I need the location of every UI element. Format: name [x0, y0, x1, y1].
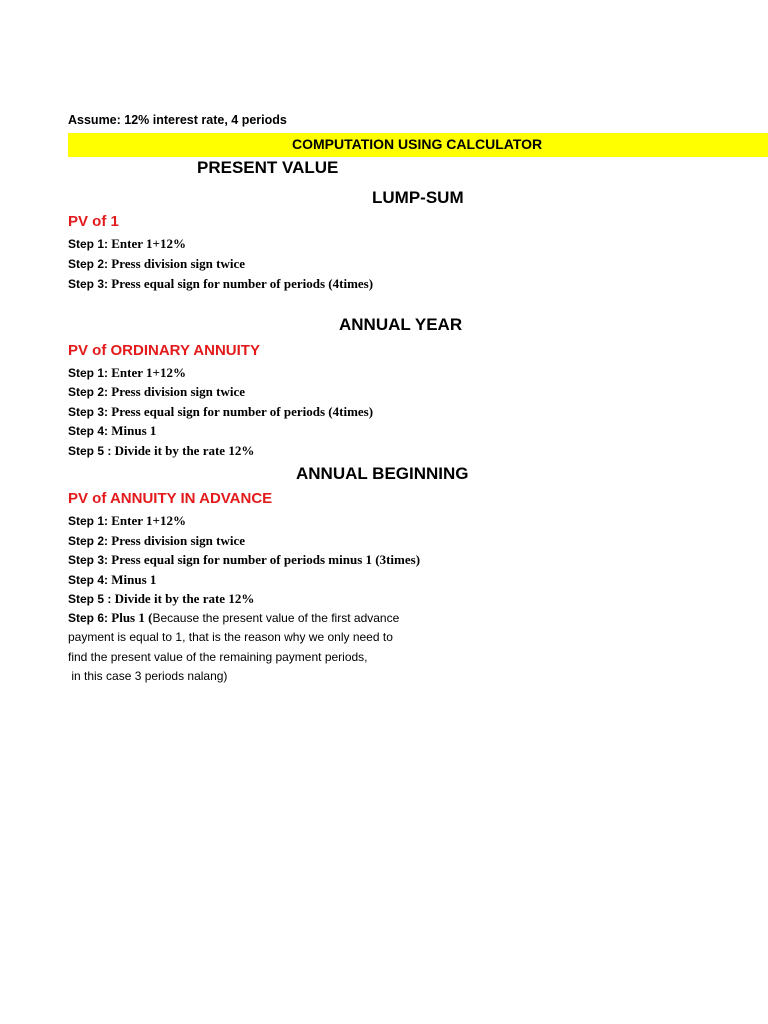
assumption-text: Assume: 12% interest rate, 4 periods: [68, 113, 287, 127]
advance-step-2: Step 2: Press division sign twice: [68, 533, 246, 548]
ordinary-step-4: Step 4: Minus 1: [68, 423, 157, 438]
advance-note-line-1: Because the present value of the first advance: [152, 611, 400, 625]
advance-note-line-2: payment is equal to 1, that is the reason why we only need to: [68, 630, 393, 644]
advance-step-1: Step 1: Enter 1+12%: [68, 513, 186, 528]
ordinary-step-3: Step 3: Press equal sign for number of periods (4times): [68, 404, 374, 419]
lump-step-3: Step 3: Press equal sign for number of periods (4times): [68, 276, 374, 291]
pv-annuity-advance-title: PV of ANNUITY IN ADVANCE: [68, 490, 273, 507]
pv-ordinary-annuity-title: PV of ORDINARY ANNUITY: [68, 342, 260, 359]
advance-note-line-3: find the present value of the remaining payment periods,: [68, 650, 368, 664]
present-value-heading: PRESENT VALUE: [197, 158, 339, 177]
annual-beginning-heading: ANNUAL BEGINNING: [296, 464, 469, 483]
advance-step-5: Step 5 : Divide it by the rate 12%: [68, 591, 255, 606]
lump-step-1: Step 1: Enter 1+12%: [68, 236, 186, 251]
ordinary-step-1: Step 1: Enter 1+12%: [68, 365, 186, 380]
ordinary-step-5: Step 5 : Divide it by the rate 12%: [68, 443, 255, 458]
advance-step-3: Step 3: Press equal sign for number of periods minus 1 (3times): [68, 552, 421, 567]
advance-step-4: Step 4: Minus 1: [68, 572, 157, 587]
lump-sum-heading: LUMP-SUM: [372, 188, 464, 207]
banner-title: COMPUTATION USING CALCULATOR: [292, 136, 543, 152]
ordinary-step-2: Step 2: Press division sign twice: [68, 384, 246, 399]
advance-step-6: Step 6: Plus 1 (Because the present value of the first advance: [68, 610, 400, 625]
annual-year-heading: ANNUAL YEAR: [339, 315, 463, 334]
pv-of-1-title: PV of 1: [68, 213, 119, 230]
advance-note-line-4: in this case 3 periods nalang): [68, 669, 228, 683]
lump-step-2: Step 2: Press division sign twice: [68, 256, 246, 271]
